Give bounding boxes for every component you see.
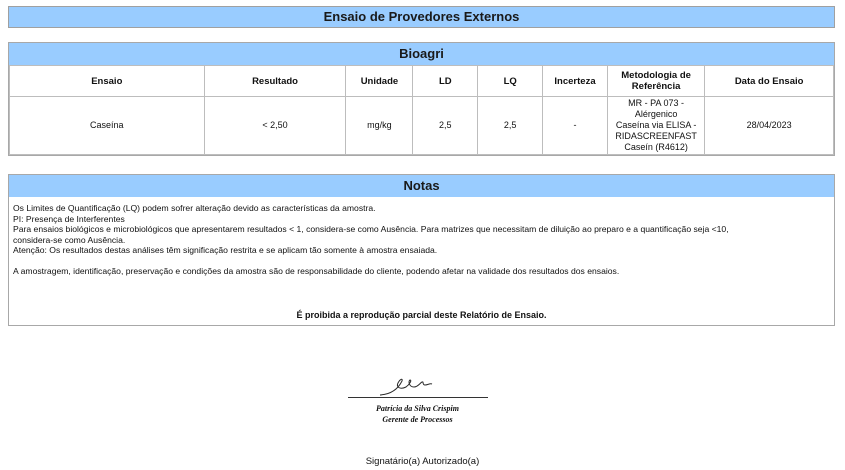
results-table (9, 65, 834, 155)
prohibition-notice: É proibida a reprodução parcial deste Relatório de Ensaio. (296, 309, 547, 320)
provider-name: Bioagri (9, 43, 834, 65)
table-row (10, 97, 834, 155)
cell-metodologia (607, 97, 704, 155)
metodologia-line: MR - PA 073 - Alérgenico (628, 98, 685, 119)
note-line: PI: Presença de Interferentes (13, 213, 125, 224)
header-resultado: Resultado (204, 66, 346, 97)
signatory-label: Signatário(a) Autorizado(a) (365, 456, 480, 467)
signature-block (340, 375, 495, 425)
signer-role: Gerente de Processos (382, 415, 453, 424)
note-line: Atenção: Os resultados destas análises têm significação restrita e se aplicam tão somente à amostra ensaiada. (13, 245, 438, 255)
metodologia-line: Caseín (R4612) (624, 142, 688, 152)
metodologia-line: Caseína via ELISA - (615, 120, 697, 130)
header-metodologia: Metodologia de Referência (607, 66, 704, 97)
cell-lq: 2,5 (478, 97, 543, 155)
cell-ld: 2,5 (413, 97, 478, 155)
handwritten-signature (340, 375, 495, 399)
cell-incerteza: - (543, 97, 608, 155)
notes-panel (8, 174, 835, 326)
cell-unidade: mg/kg (346, 97, 413, 155)
signature-line (348, 397, 488, 398)
header-ld: LD (413, 66, 478, 97)
table-header-row (10, 66, 834, 97)
cell-ensaio: Caseína (10, 97, 205, 155)
metodologia-line: RIDASCREENFAST (615, 131, 697, 141)
notes-title: Notas (9, 175, 834, 197)
cell-resultado: < 2,50 (204, 97, 346, 155)
note-line: Os Limites de Quantificação (LQ) podem sofrer alteração devido as características da amostra. (13, 203, 376, 213)
header-lq: LQ (478, 66, 543, 97)
notes-body (9, 197, 834, 325)
note-line: Para ensaios biológicos e microbiológicos que apresentarem resultados < 1, considera-se como Ausência. Para matrizes que necessitam de diluição ao preparo e a quantificação seja <10, (13, 224, 729, 234)
signer-name: Patrícia da Silva Crispim (376, 404, 459, 413)
header-incerteza: Incerteza (543, 66, 608, 97)
report-title: Ensaio de Provedores Externos (8, 6, 835, 28)
provider-results-panel (8, 42, 835, 156)
header-ensaio: Ensaio (10, 66, 205, 97)
header-unidade: Unidade (346, 66, 413, 97)
note-responsibility: A amostragem, identificação, preservação e condições da amostra são de responsabilidade do cliente, podendo afetar na validade dos resultados dos ensaios. (13, 265, 620, 276)
note-line: considera-se como Ausência. (13, 234, 126, 245)
header-data: Data do Ensaio (705, 66, 834, 97)
cell-data: 28/04/2023 (705, 97, 834, 155)
